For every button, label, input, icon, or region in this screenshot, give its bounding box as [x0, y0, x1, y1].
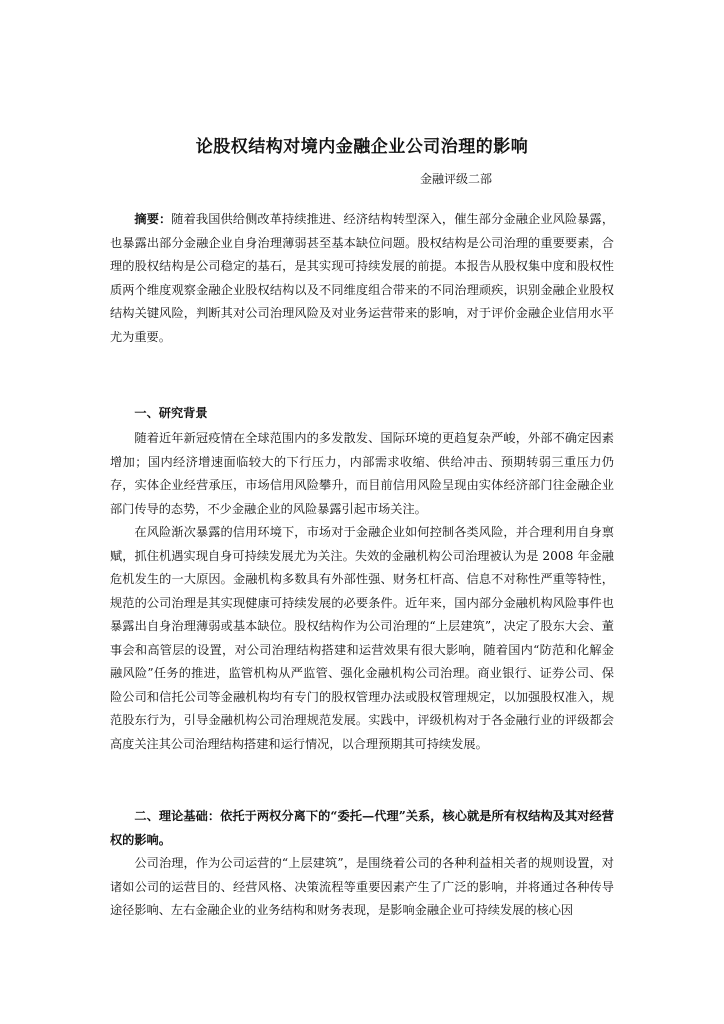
author-department: 金融评级二部: [420, 172, 493, 186]
document-title: 论股权结构对境内金融企业公司治理的影响: [195, 137, 529, 157]
abstract-paragraph: [110, 208, 614, 349]
section-2-paragraph-1: 公司治理，作为公司运营的“上层建筑”，是围绕着公司的各种利益相关者的规则设置，对诸如公司的运营目的、经营风格、决策流程等重要因素产生了广泛的影响，并将通过各种传导途径影响、左右金融企业的业务结构和财务表现，是影响金融企业可持续发展的核心因: [110, 856, 614, 917]
section-1-heading: 一、研究背景: [134, 406, 208, 420]
section-1-paragraph-1: 随着近年新冠疫情在全球范围内的多发散发、国际环境的更趋复杂严峻，外部不确定因素增加；国内经济增速面临较大的下行压力，内部需求收缩、供给冲击、预期转弱三重压力仍存，实体企业经营承压，市场信用风险攀升，而目前信用风险呈现由实体经济部门往金融企业部门传导的态势，不少金融企业的风险暴露引起市场关注。: [110, 431, 614, 516]
section-2-heading: 二、理论基础：依托于两权分离下的“委托—代理”关系，核心就是所有权结构及其对经营权的影响。: [110, 809, 614, 847]
section-1-paragraph-2: 在风险渐次暴露的信用环境下，市场对于金融企业如何控制各类风险，并合理利用自身禀赋，抓住机遇实现自身可持续发展尤为关注。失效的金融机构公司治理被认为是 2008 年金融危机发生的一大原因。金融机构多数具有外部性强、财务杠杆高、信息不对称性严重等特性，规范的公司治理是其实现健康可持续发展的必要条件。近年来，国内部分金融机构风险事件也暴露出自身治理薄弱或基本缺位。股权结构作为公司治理的“上层建筑”，决定了股东大会、董事会和高管层的设置，对公司治理结构搭建和运营效果有很大影响，随着国内“防范和化解金融风险”任务的推进，监管机构从严监管、强化金融机构公司治理。商业银行、证券公司、保险公司和信托公司等金融机构均有专门的股权管理办法或股权管理规定，以加强股权准入，规范股东行为，引导金融机构公司治理规范发展。实践中，评级机构对于各金融行业的评级都会高度关注其公司治理结构搭建和运行情况，以合理预期其可持续发展。: [110, 525, 614, 751]
abstract-text: 随着我国供给侧改革持续推进、经济结构转型深入，催生部分金融企业风险暴露，也暴露出部分金融企业自身治理薄弱甚至基本缺位问题。股权结构是公司治理的重要要素，合理的股权结构是公司稳定的基石，是其实现可持续发展的前提。本报告从股权集中度和股权性质两个维度观察金融企业股权结构以及不同维度组合带来的不同治理顽疾，识别金融企业股权结构关键风险，判断其对公司治理风险及对业务运营带来的影响，对于评价金融企业信用水平尤为重要。: [110, 212, 615, 344]
abstract-label: 摘要：: [134, 212, 172, 226]
